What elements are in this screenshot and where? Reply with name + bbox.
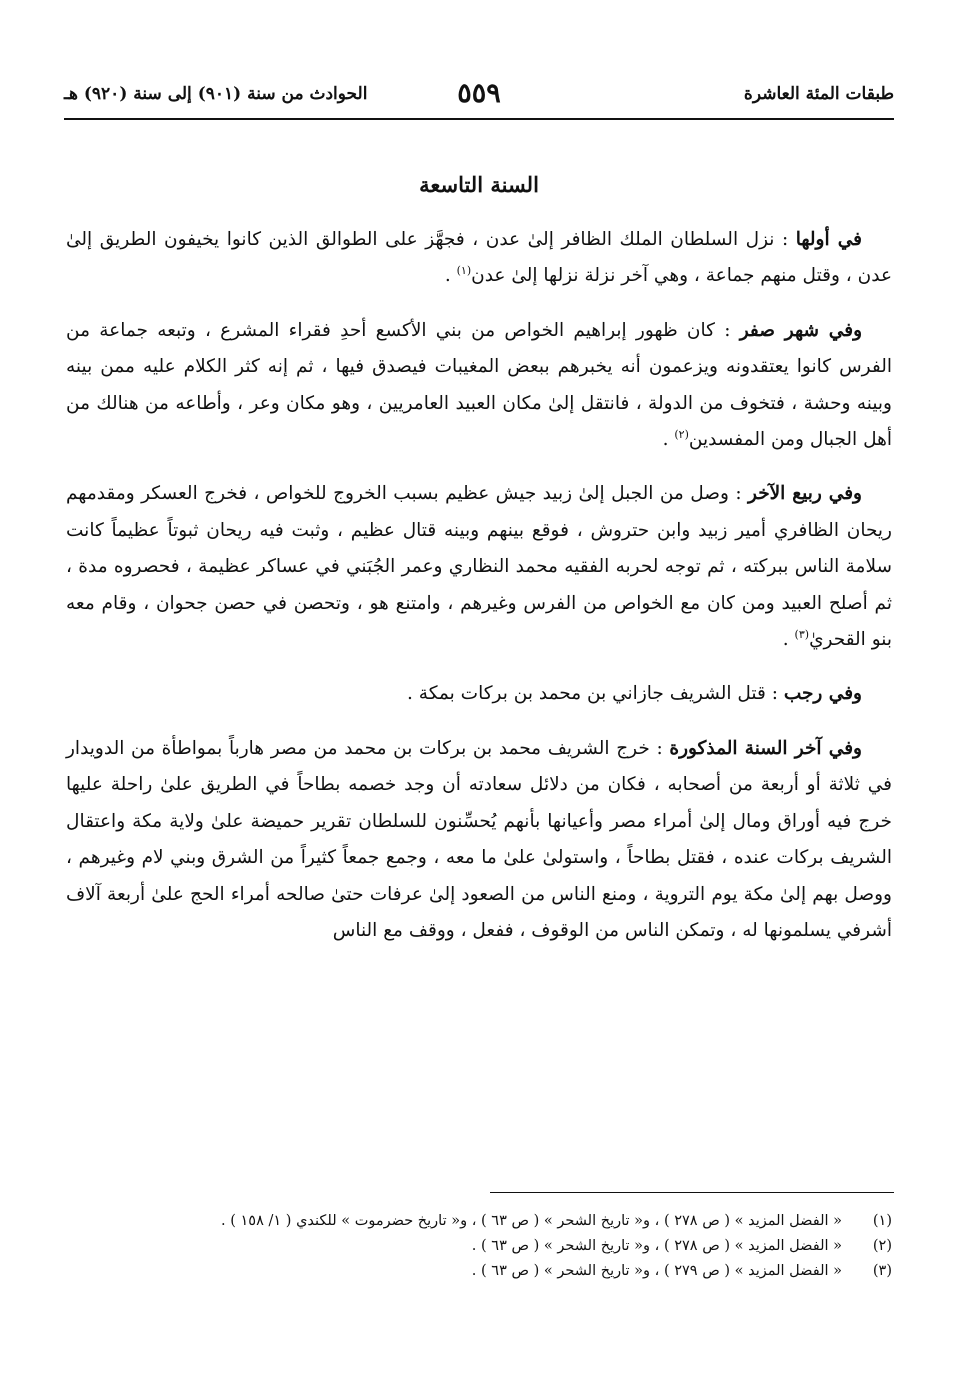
footnote-ref: (١) xyxy=(456,264,472,278)
paragraph xyxy=(66,313,892,459)
footnote-rule xyxy=(490,1192,894,1193)
page-number: ٥٥٩ xyxy=(457,78,501,109)
footnote xyxy=(66,1234,892,1259)
body-text xyxy=(66,222,892,967)
paragraph-lead: وفي آخر السنة المذكورة xyxy=(669,737,862,759)
paragraph-text: : خرج الشريف محمد بن بركات بن محمد من مصر هارباً بمواطأة من الدويدار في ثلاثة أو أربعة من أصحابه ، فكان من دلائل سعادته أن وجد خصمه بطاحاً في الطريق علىٰ راحلة عليها خرج فيه أوراق ومال إلىٰ أمراء مصر وأعيانها بأنهم يُحسِّنون للسلطان تقرير حميضة علىٰ ولاية مكة واعتقال الشريف بركات عنده ، فقتل بطاحاً ، واستولىٰ علىٰ ما معه ، وجمع جمعاً كثيراً من الشرق وبني لام وغيرهم ، ووصل بهم إلىٰ مكة يوم التروية ، ومنع الناس من الصعود إلىٰ عرفات حتىٰ صالحه أمراء الحج علىٰ أربعة آلاف أشرفي يسلمونها له ، وتمكن الناس من الوقوف ، ففعل ، ووقف مع الناس xyxy=(66,737,892,941)
footnote-number: (٢) xyxy=(872,1238,892,1254)
paragraph-tail: . xyxy=(444,265,457,287)
footnote-ref: (٣) xyxy=(794,627,810,641)
paragraph xyxy=(66,731,892,949)
footnote-number: (٣) xyxy=(872,1263,892,1279)
section-title: السنة التاسعة xyxy=(419,172,539,197)
book-title: طبقات المئة العاشرة xyxy=(743,84,894,104)
running-header xyxy=(64,78,894,114)
footnote xyxy=(66,1209,892,1234)
paragraph-text: : قتل الشريف جازاني بن محمد بن بركات بمكة . xyxy=(407,683,784,705)
paragraph xyxy=(66,476,892,658)
footnote-text: « الفضل المزيد » ( ص ٢٧٩ ) ، و« تاريخ الشحر » ( ص ٦٣ ) . xyxy=(471,1263,842,1279)
paragraph-tail: . xyxy=(782,629,795,651)
paragraph-lead: وفي شهر صفر xyxy=(739,319,863,341)
section-range: الحوادث من سنة (٩٠١) إلى سنة (٩٢٠) هـ xyxy=(64,84,368,104)
footnote-text: « الفضل المزيد » ( ص ٢٧٨ ) ، و« تاريخ الشحر » ( ص ٦٣ ) ، و« تاريخ حضرموت » للكندي ( ١/ ١٥٨ ) . xyxy=(221,1213,842,1229)
footnote xyxy=(66,1259,892,1284)
paragraph-text: : كان ظهور إبراهيم الخواص من بني الأكسع أحدِ فقراء المشرع ، وتبعه جماعة من الفرس كانوا يعتقدونه ويزعمون أنه يخبرهم ببعض المغيبات فيصدق فيها ، ثم إنه كثر الكلام عليه ممن بينه وبينه وحشة ، فتخوف من الدولة ، فانتقل إلىٰ مكان العبيد العامريين ، وهو مكان وعر ، وأطاعه من هنالك من أهل الجبال ومن المفسدين xyxy=(66,319,892,451)
paragraph-tail: . xyxy=(662,429,675,451)
header-rule xyxy=(64,118,894,120)
paragraph-lead: في أولها xyxy=(795,229,862,250)
paragraph xyxy=(66,222,892,295)
paragraph xyxy=(66,676,892,712)
footnote-text: « الفضل المزيد » ( ص ٢٧٨ ) ، و« تاريخ الشحر » ( ص ٦٣ ) . xyxy=(471,1238,842,1254)
paragraph-lead: وفي ربيع الآخر xyxy=(747,483,862,505)
footnotes xyxy=(66,1209,892,1284)
footnote-number: (١) xyxy=(872,1213,892,1229)
paragraph-text: : نزل السلطان الملك الظافر إلىٰ عدن ، فجهَّز على الطوالق الذين كانوا يخيفون الطريق إلىٰ عدن ، وقتل منهم جماعة ، وهي آخر نزلة نزلها إلىٰ عدن xyxy=(66,229,892,287)
footnote-ref: (٢) xyxy=(674,427,689,441)
paragraph-lead: وفي رجب xyxy=(783,683,862,705)
paragraph-text: : وصل من الجبل إلىٰ زبيد جيش عظيم بسبب الخروج للخواص ، فخرج العسكر ومقدمهم ريحان الظافري أمير زبيد وابن حتروش ، فوقع بينهم وبينه قتال عظيم ، وثبت فيه ريحان ثبوتاً عظيماً كانت سلامة الناس ببركته ، ثم توجه لحربه الفقيه محمد النظاري وعمر الجُبَني في عساكر عظيمة ، فحصروه مدة ، ثم أصلح العبيد ومن كان مع الخواص من الفرس وغيرهم ، وامتنع هو ، وتحصن في حصن جحوان ، وقام معه بنو القحريٰ xyxy=(66,483,892,651)
